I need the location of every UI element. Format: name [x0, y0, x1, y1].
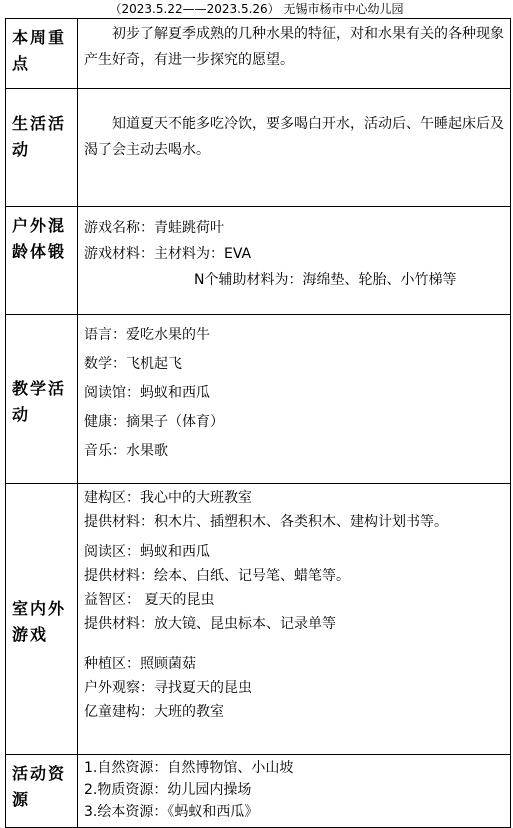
games-reading-materials: 提供材料：绘本、白纸、记号笔、蜡笔等。	[84, 568, 350, 584]
row-label-weekly-focus: 本周重点	[6, 19, 78, 89]
games-construction-materials: 提供材料：积木片、插塑积木、各类积木、建构计划书等。	[84, 514, 448, 530]
resource-material: 2.物质资源：幼儿园内操场	[84, 782, 252, 798]
teaching-item-music: 音乐：水果歌	[84, 443, 168, 459]
table-row	[6, 755, 511, 828]
life-text: 知道夏天不能多吃冷饮，要多喝白开水，活动后、午睡起床后及渴了会主动去喝水。	[78, 89, 511, 207]
table-row	[6, 19, 511, 89]
teaching-item-math: 数学：飞机起飞	[84, 356, 182, 372]
teaching-item-reading: 阅读馆：蚂蚁和西瓜	[84, 385, 210, 401]
games-construction-area: 建构区：我心中的大班教室	[84, 490, 252, 506]
resource-picturebook: 3.绘本资源：《蚂蚁和西瓜》	[84, 804, 259, 820]
games-reading-area: 阅读区：蚂蚁和西瓜	[84, 544, 210, 560]
weekly-focus-text: 初步了解夏季成熟的几种水果的特征，对和水果有关的各种现象产生好奇，有进一步探究的愿望。	[78, 19, 511, 89]
games-planting-area: 种植区：照顾菌菇	[84, 656, 196, 672]
resource-natural: 1.自然资源：自然博物馆、小山坡	[84, 760, 294, 776]
row-label-games: 室内外游戏	[6, 484, 78, 755]
games-yitong-construction: 亿童建构：大班的教室	[84, 704, 224, 720]
row-label-outdoor: 户外混龄体锻	[6, 207, 78, 315]
weekly-plan-table	[5, 18, 511, 828]
games-puzzle-materials: 提供材料：放大镜、昆虫标本、记录单等	[84, 616, 336, 632]
game-name: 游戏名称：青蛙跳荷叶	[84, 220, 224, 236]
row-label-resources: 活动资源	[6, 755, 78, 828]
resources-content	[78, 755, 511, 828]
row-label-life: 生活活动	[6, 89, 78, 207]
games-puzzle-area: 益智区： 夏天的昆虫	[84, 592, 215, 608]
table-row	[6, 315, 511, 484]
table-row	[6, 89, 511, 207]
aux-material: N个辅助材料为：海绵垫、轮胎、小竹梯等	[194, 272, 457, 288]
table-row	[6, 484, 511, 755]
teaching-content	[78, 315, 511, 484]
game-material: 游戏材料：主材料为：EVA	[84, 246, 252, 262]
teaching-item-health: 健康：摘果子（体育）	[84, 414, 224, 430]
table-row	[6, 207, 511, 315]
games-outdoor-observation: 户外观察：寻找夏天的昆虫	[84, 680, 252, 696]
teaching-item-language: 语言：爱吃水果的牛	[84, 327, 210, 343]
document-header: （2023.5.22——2023.5.26） 无锡市杨市中心幼儿园	[109, 2, 404, 16]
outdoor-content	[78, 207, 511, 315]
games-content	[78, 484, 511, 755]
row-label-teaching: 教学活动	[6, 315, 78, 484]
